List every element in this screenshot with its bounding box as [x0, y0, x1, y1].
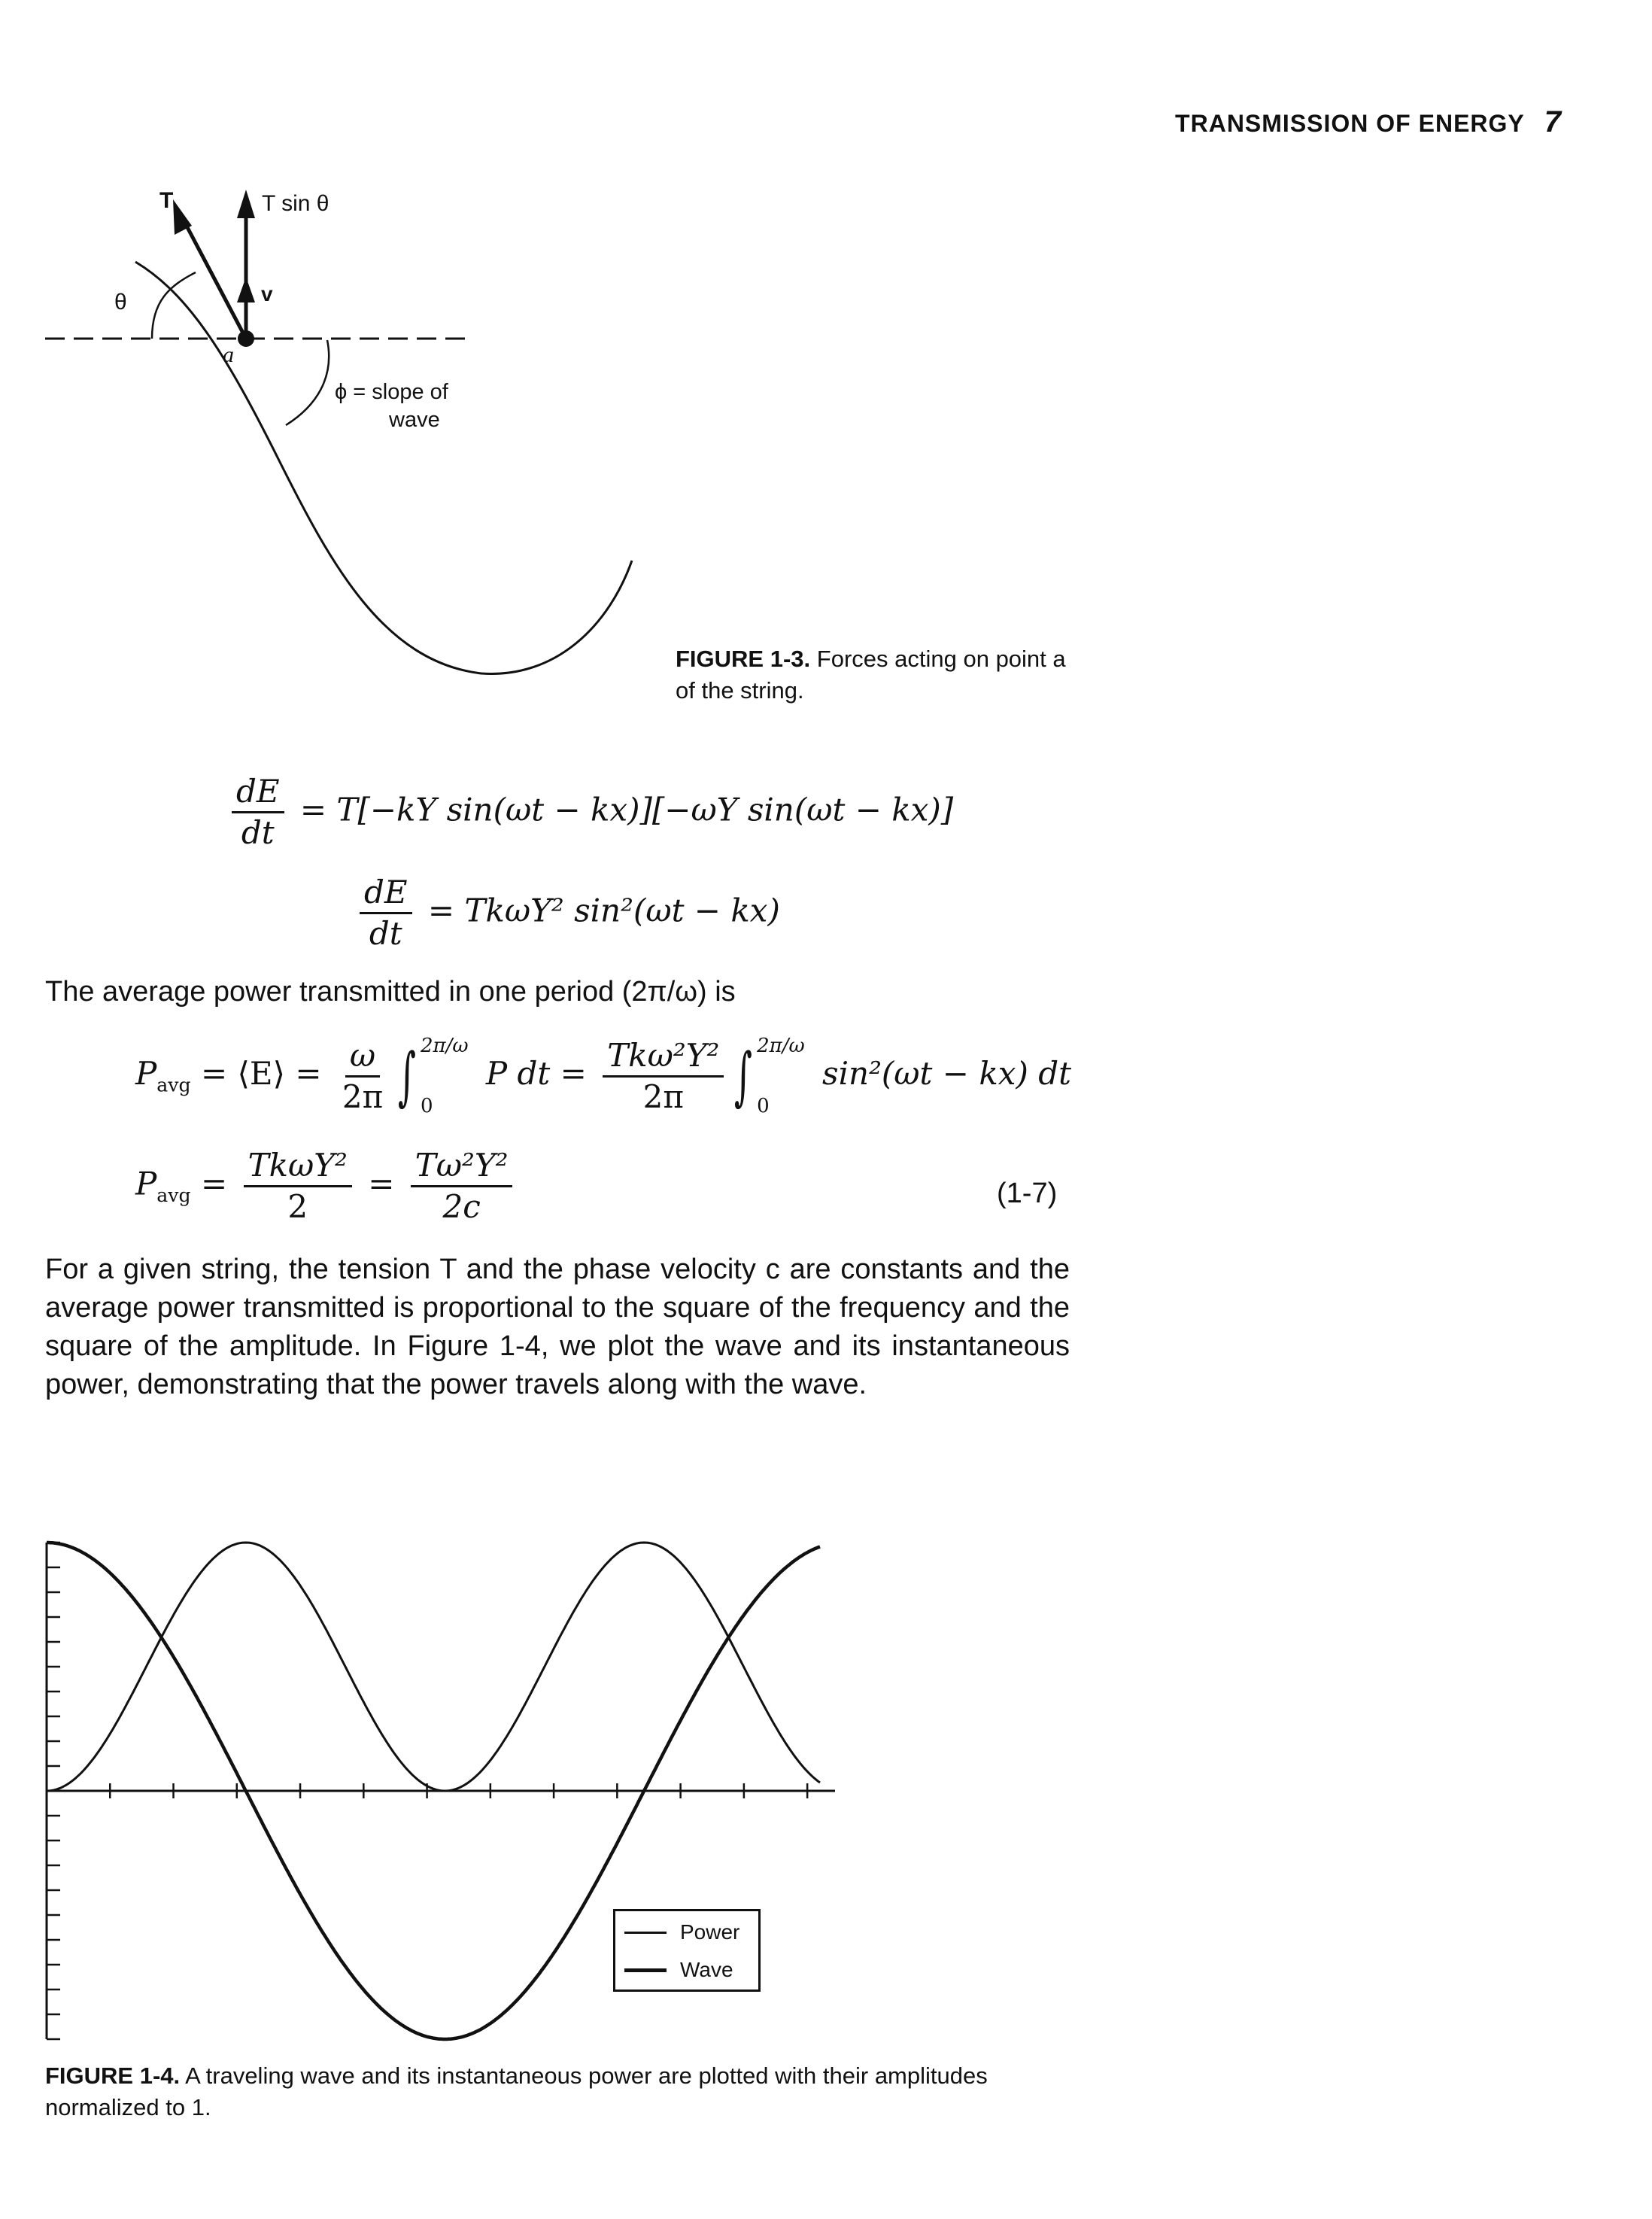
page-number: 7: [1544, 105, 1562, 138]
eq4-fraction-1: [244, 1147, 352, 1225]
eq2-lhs-fraction: [360, 874, 412, 952]
legend-swatch-wave: [624, 1968, 667, 1972]
legend-swatch-power: [624, 1932, 667, 1934]
eq3-body: P dt =: [485, 1055, 587, 1092]
chart-legend: [613, 1909, 761, 1992]
fig3-label-T: T: [159, 188, 174, 213]
eq4-lhs: P: [135, 1165, 157, 1202]
equation-2: [354, 874, 780, 952]
legend-item-wave: [624, 1958, 733, 1982]
fig3-label-theta: θ: [114, 290, 127, 315]
eq3-f2-num: Tkω²Y²: [603, 1038, 724, 1078]
equation-number: (1-7): [997, 1178, 1058, 1209]
eq1-lhs-num: dE: [232, 774, 284, 813]
figure-1-4-caption-text: A traveling wave and its instantaneous power are plotted with their amplitudes normalized to 1.: [45, 2062, 988, 2120]
eq3-int-upper: 2π/ω: [420, 1035, 469, 1057]
eq4-lhs-sub: avg: [156, 1184, 191, 1206]
figure-1-4-caption: [45, 2060, 1083, 2123]
eq2-lhs-num: dE: [360, 874, 412, 914]
eq1-lhs-den: dt: [241, 814, 275, 851]
paragraph-2-text: For a given string, the tension T and the phase velocity c are constants and the average power transmitted is proportional to the square of the frequency and the square of the amplitude. In Figure 1-4, we plot the wave and its instantaneous power, demonstrating that the power travels along with the wave.: [45, 1254, 1070, 1400]
eq3-f1-den: 2π: [342, 1078, 384, 1115]
paragraph-2: [45, 1251, 1070, 1404]
fig3-string-curve: [135, 262, 632, 673]
fig3-label-phi: ϕ = slope of: [335, 380, 448, 404]
eq4-f2-den: 2c: [442, 1188, 481, 1225]
eq3-mid: = ⟨E⟩ =: [201, 1055, 322, 1092]
fig3-v-arrowhead: [237, 277, 255, 302]
fig3-point-a: [238, 330, 254, 347]
fig3-label-tsin: T sin θ: [262, 191, 329, 216]
eq3-int-lower: 0: [420, 1095, 433, 1117]
eq3-tail: sin²(ωt − kx) dt: [822, 1055, 1071, 1092]
fig3-label-v: v: [261, 282, 273, 305]
eq3-limits-1: [421, 1035, 469, 1117]
equation-3: [135, 1035, 1071, 1117]
eq3-integral-sign: ∫: [398, 1039, 417, 1113]
fig3-tsin-arrowhead: [237, 190, 255, 218]
eq3-int2-upper: 2π/ω: [757, 1035, 805, 1057]
eq3-integral-sign-2: ∫: [734, 1039, 753, 1113]
figure-1-4-caption-label: FIGURE 1-4.: [45, 2062, 181, 2089]
eq3-f1-num: ω: [345, 1038, 380, 1078]
fig3-theta-arc: [152, 272, 196, 339]
figure-1-3: [38, 181, 654, 722]
eq4-f1-den: 2: [287, 1188, 308, 1225]
eq2-lhs-den: dt: [369, 915, 402, 952]
running-head: [1175, 105, 1562, 139]
legend-item-power: [624, 1920, 739, 1944]
eq1-lhs-fraction: [232, 774, 284, 851]
legend-label-power: Power: [680, 1920, 740, 1944]
series-line-power: [47, 1543, 820, 1791]
equation-4: [135, 1147, 518, 1225]
equation-1: [226, 774, 953, 851]
eq3-int2-lower: 0: [757, 1095, 770, 1117]
eq1-rhs: = T[−kY sin(ωt − kx)][−ωY sin(ωt − kx)]: [299, 791, 954, 828]
running-head-title: TRANSMISSION OF ENERGY: [1175, 110, 1525, 137]
eq4-eq2: =: [368, 1165, 395, 1202]
figure-1-3-caption-text: Forces acting on point a of the string.: [676, 646, 1066, 704]
eq3-fraction-2: [603, 1038, 724, 1115]
eq3-f2-den: 2π: [642, 1078, 684, 1115]
fig3-phi-arc: [286, 340, 329, 425]
fig3-tension-vector: [181, 214, 246, 339]
eq3-lhs: P: [135, 1055, 157, 1092]
eq4-f1-num: TkωY²: [244, 1147, 352, 1187]
fig3-label-a: a: [223, 342, 234, 367]
eq2-rhs: = TkωY² sin²(ωt − kx): [427, 892, 780, 929]
figure-1-3-caption-label: FIGURE 1-3.: [676, 646, 811, 672]
paragraph-1: The average power transmitted in one period (2π/ω) is: [45, 976, 736, 1008]
figure-1-3-caption: [676, 643, 1067, 707]
eq4-f2-num: Tω²Y²: [411, 1147, 513, 1187]
eq3-lhs-sub: avg: [156, 1074, 191, 1096]
eq4-eq1: =: [201, 1165, 228, 1202]
eq3-fraction-1: [338, 1038, 387, 1115]
eq3-limits-2: [757, 1035, 805, 1117]
eq4-fraction-2: [411, 1147, 513, 1225]
fig3-label-phi-2: wave: [389, 408, 440, 432]
legend-label-wave: Wave: [680, 1958, 733, 1981]
